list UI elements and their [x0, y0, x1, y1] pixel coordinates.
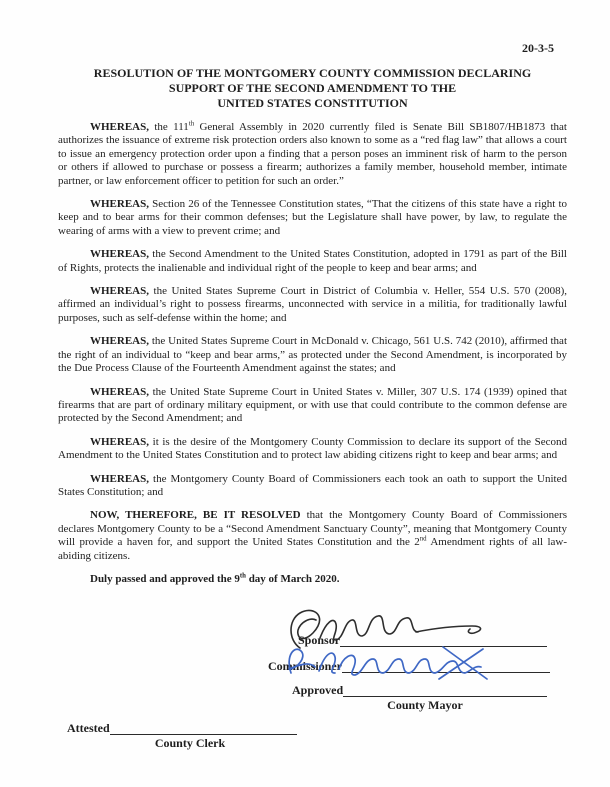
paragraph: NOW, THEREFORE, BE IT RESOLVED that the Montgomery County Board of Commissioners declares Montgomery County to be a “Second Amendment Sanctuary County”, meaning that Montgomery County will provide a haven for, and support the United States Constitution and the 2nd Amendment rights of all law-abiding citizens.: [58, 509, 567, 562]
document-number: 20-3-5: [522, 41, 554, 55]
commissioner-signature: [281, 641, 496, 683]
sponsor-label: Sponsor: [298, 633, 341, 647]
paragraph: WHEREAS, the United States Supreme Court in District of Columbia v. Heller, 554 U.S. 570 (2008), affirmed an individual’s right to possess firearms, unconnected with service in a militia, for traditionally lawful purposes, such as self-defense within the home; and: [58, 285, 567, 324]
document-title: [58, 66, 567, 111]
approved-label: Approved: [292, 683, 344, 697]
commissioner-label: Commissioner: [268, 659, 342, 673]
approved-row: [292, 682, 547, 698]
approved-signature-line: [343, 682, 547, 697]
paragraph: WHEREAS, the Montgomery County Board of Commissioners each took an oath to support the United States Constitution; and: [58, 472, 567, 498]
title-line: RESOLUTION OF THE MONTGOMERY COUNTY COMMISSION DECLARING: [93, 66, 532, 80]
paragraph: WHEREAS, the United State Supreme Court in United States v. Miller, 307 U.S. 174 (1939) opined that firearms that are part of ordinary military equipment, or with use that could contribute to the common defense are protected by the Second Amendment; and: [58, 385, 567, 425]
attested-label: Attested: [67, 721, 110, 735]
paragraph: WHEREAS, the 111th General Assembly in 2020 currently filed is Senate Bill SB1807/HB1873 that authorizes the issuance of extreme risk protection orders also known to some as a “red flag law” that allows a court to issue an emergency protection order upon a finding that a person poses an imminent risk of harm to the person or others if allowed to purchase or possess a firearm; authorizes a family member, household member, intimate partner, or law enforcement officer to petition for such an order.”: [58, 120, 567, 187]
county-clerk-label: County Clerk: [154, 736, 226, 750]
paragraph: WHEREAS, the Second Amendment to the United States Constitution, adopted in 1791 as part of the Bill of Rights, protects the inalienable and individual right of the people to keep and bear arms; and: [58, 248, 567, 274]
attested-signature-line: [110, 720, 297, 735]
title-line: SUPPORT OF THE SECOND AMENDMENT TO THE: [168, 81, 457, 95]
document-body: [58, 121, 567, 596]
paragraph: WHEREAS, the United States Supreme Court in McDonald v. Chicago, 561 U.S. 742 (2010), affirmed that the right of an individual to “keep and bear arms,” as protected under the Second Amendment, is incorporated by the Due Process Clause of the Fourteenth Amendment against the states; and: [58, 335, 567, 375]
county-mayor-label: County Mayor: [387, 698, 463, 712]
attested-row: [67, 720, 297, 736]
paragraph: WHEREAS, Section 26 of the Tennessee Constitution states, “That the citizens of this state have a right to keep and to bear arms for their common defenses; but the Legislature shall have power, by law, to regulate the wearing of arms with a view to prevent crime; and: [58, 198, 567, 237]
paragraph: WHEREAS, it is the desire of the Montgomery County Commission to declare its support of the Second Amendment to the United States Constitution and to protect law abiding citizens right to keep and bear arms; and: [58, 435, 567, 462]
paragraph: Duly passed and approved the 9th day of March 2020.: [90, 572, 340, 585]
title-line: UNITED STATES CONSTITUTION: [217, 96, 408, 110]
